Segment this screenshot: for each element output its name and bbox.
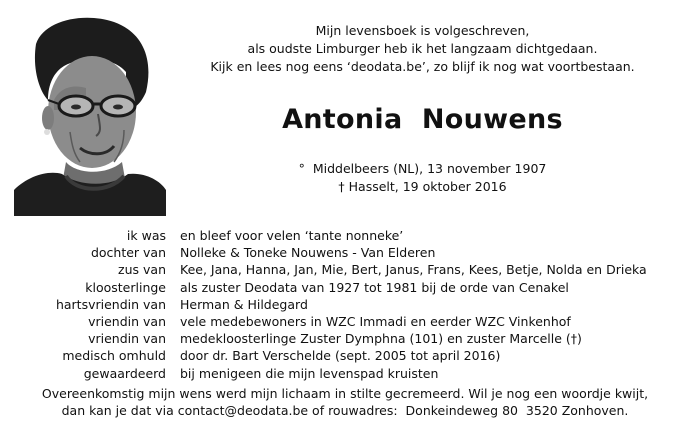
list-item	[0, 365, 690, 382]
list-item	[0, 347, 690, 364]
relation-role: ik was	[126, 228, 166, 243]
portrait-photo-icon	[14, 14, 166, 216]
death-date: † Hasselt, 19 oktober 2016	[338, 179, 507, 194]
deceased-name: Antonia Nouwens	[282, 104, 563, 135]
life-dates	[170, 160, 675, 196]
poem-line: als oudste Limburger heb ik het langzaam dichtgedaan.	[247, 41, 598, 56]
relation-role: gewaardeerd	[83, 365, 166, 381]
list-item	[0, 296, 690, 313]
footer-line: dan kan je dat via contact@deodata.be of rouwadres: Donkeindeweg 80 3520 Zonhoven.	[61, 403, 629, 418]
relation-role: dochter van	[90, 245, 166, 261]
relation-text: Herman & Hildegard	[180, 296, 308, 312]
relation-role: medisch omhuld	[62, 348, 166, 364]
list-item	[0, 330, 690, 347]
list-item	[0, 244, 690, 261]
list-item	[0, 227, 690, 244]
portrait-photo	[14, 14, 166, 216]
poem-line: Kijk en lees nog eens ‘deodata.be’, zo blijf ik nog wat voortbestaan.	[210, 59, 635, 74]
relation-text: en bleef voor velen ‘tante nonneke’	[180, 228, 404, 243]
list-item	[0, 313, 690, 330]
relation-text: bij menigeen die mijn levenspad kruisten	[180, 365, 439, 381]
relation-text: als zuster Deodata van 1927 tot 1981 bij de orde van Cenakel	[180, 279, 569, 295]
poem-line: Mijn levensboek is volgeschreven,	[315, 23, 530, 38]
relation-text: Nolleke & Toneke Nouwens - Van Elderen	[180, 245, 436, 261]
relations-list	[0, 227, 690, 382]
relation-text: vele medebewoners in WZC Immadi en eerder WZC Vinkenhof	[180, 314, 571, 330]
relation-text: door dr. Bart Verschelde (sept. 2005 tot april 2016)	[180, 348, 501, 364]
relation-role: zus van	[118, 262, 166, 278]
footer-note	[0, 385, 690, 419]
relation-role: vriendin van	[88, 314, 166, 330]
birth-date: ° Middelbeers (NL), 13 november 1907	[298, 161, 547, 176]
relation-role: vriendin van	[88, 331, 166, 347]
relation-role: hartsvriendin van	[55, 296, 166, 312]
footer-line: Overeenkomstig mijn wens werd mijn lichaam in stilte gecremeerd. Wil je nog een woordje kwijt,	[41, 386, 649, 401]
list-item	[0, 279, 690, 296]
relation-text: medekloosterlinge Zuster Dymphna (101) en zuster Marcelle (†)	[180, 331, 582, 347]
relation-role: kloosterlinge	[85, 279, 166, 295]
relation-text: Kee, Jana, Hanna, Jan, Mie, Bert, Janus, Frans, Kees, Betje, Nolda en Drieka	[180, 262, 647, 278]
poem-verse	[170, 22, 675, 76]
list-item	[0, 261, 690, 278]
